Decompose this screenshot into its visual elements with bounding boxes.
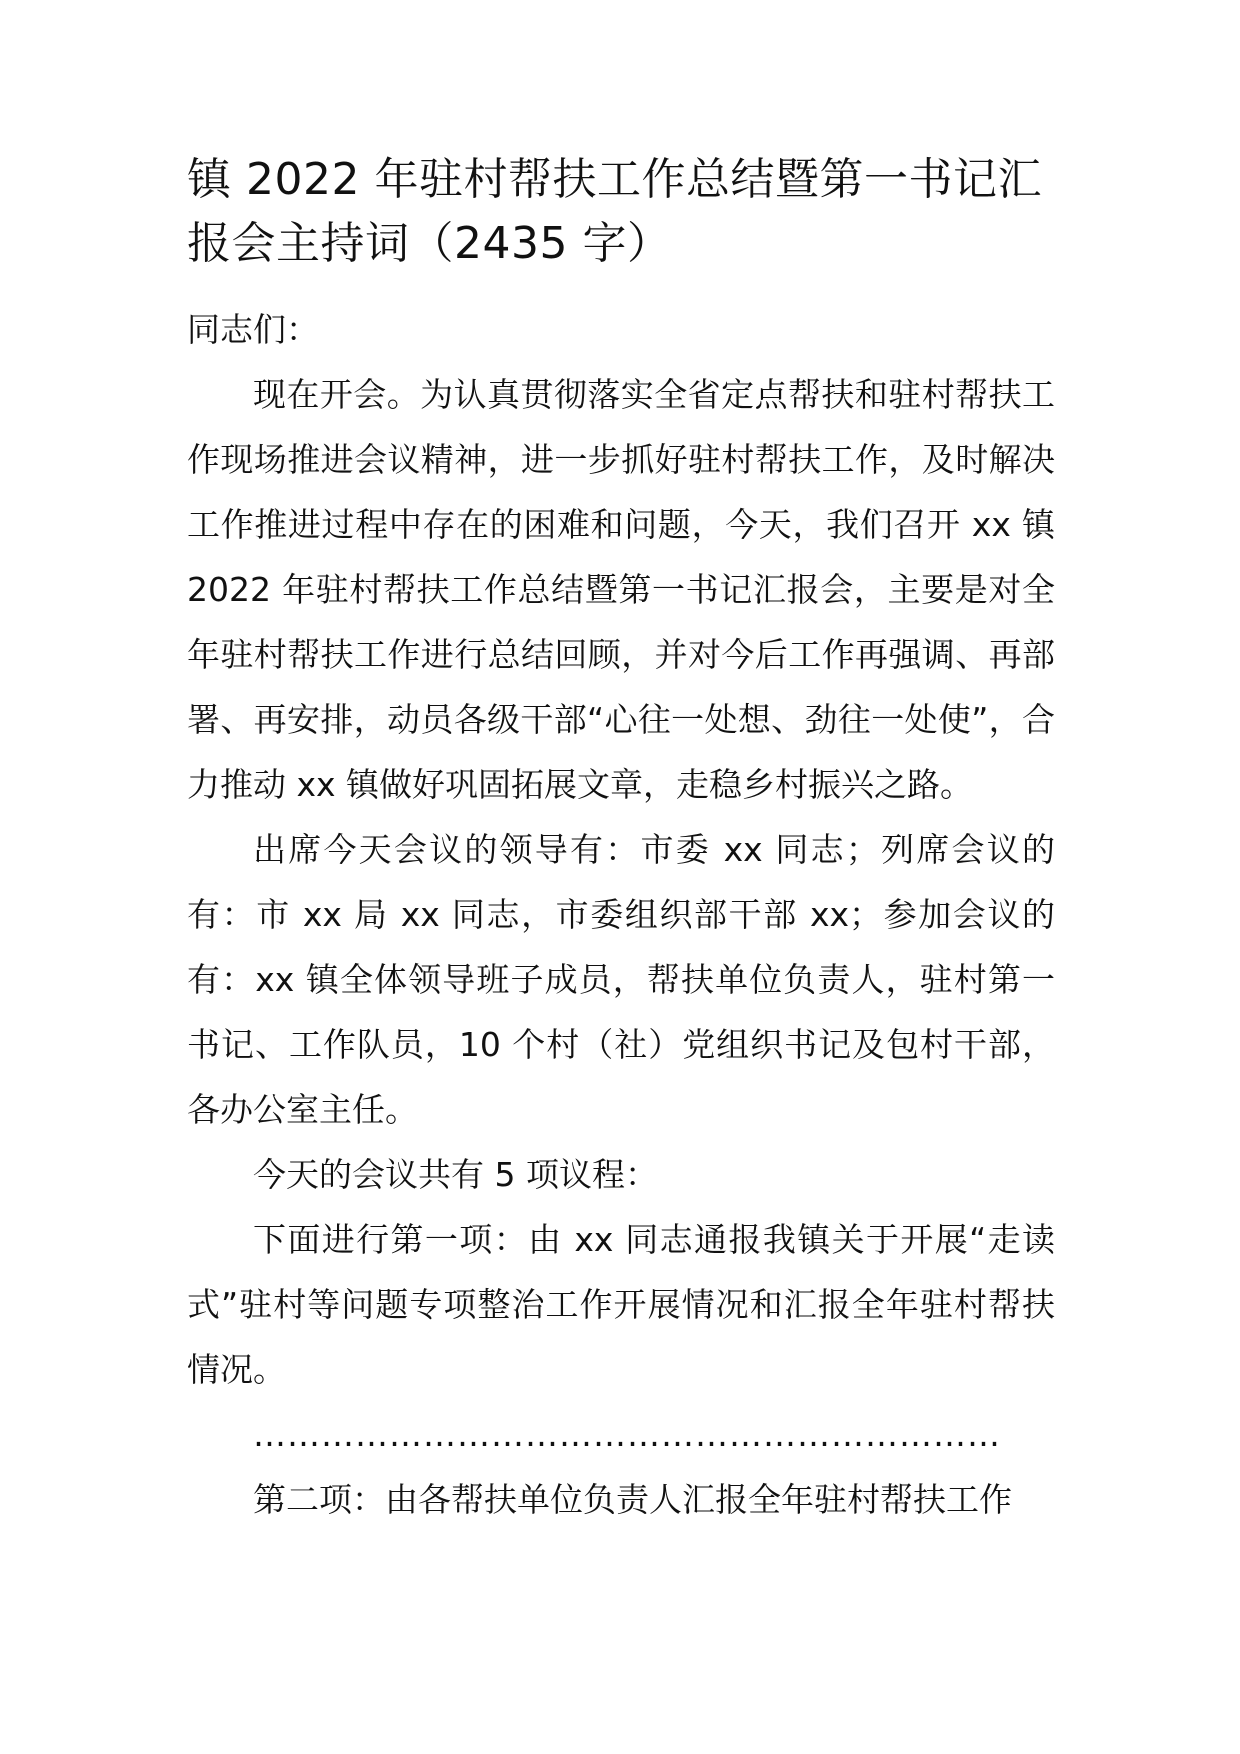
paragraph-attendees: 出席今天会议的领导有：市委 xx 同志；列席会议的有：市 xx 局 xx 同志，市委组织部干部 xx；参加会议的有：xx 镇全体领导班子成员，帮扶单位负责人，驻村第一书记、工作队员，10 个村（社）党组织书记及包村干部，各办公室主任。 — [187, 830, 1055, 1129]
paragraph-opening: 现在开会。为认真贯彻落实全省定点帮扶和驻村帮扶工作现场推进会议精神，进一步抓好驻村帮扶工作，及时解决工作推进过程中存在的困难和问题，今天，我们召开 xx 镇 2022 年驻村帮扶工作总结暨第一书记汇报会，主要是对全年驻村帮扶工作进行总结回顾，并对今后工作再强调、再部署、再安排，动员各级干部“心往一处想、劲往一处使”，合力推动 xx 镇做好巩固拓展文章，走稳乡村振兴之路。 — [187, 375, 1055, 804]
document-title: 镇 2022 年驻村帮扶工作总结暨第一书记汇报会主持词（2435 字） — [187, 154, 1042, 269]
paragraph-item-one: 下面进行第一项：由 xx 同志通报我镇关于开展“走读式”驻村等问题专项整治工作开展情况和汇报全年驻村帮扶情况。 — [187, 1220, 1055, 1389]
salutation: 同志们： — [187, 310, 319, 349]
paragraph-item-two: 第二项：由各帮扶单位负责人汇报全年驻村帮扶工作 — [253, 1480, 1012, 1519]
document-body — [187, 297, 1055, 1532]
ellipsis-divider: ………………………………………………………… — [253, 1415, 1001, 1454]
paragraph-agenda-count: 今天的会议共有 5 项议程： — [253, 1155, 658, 1194]
